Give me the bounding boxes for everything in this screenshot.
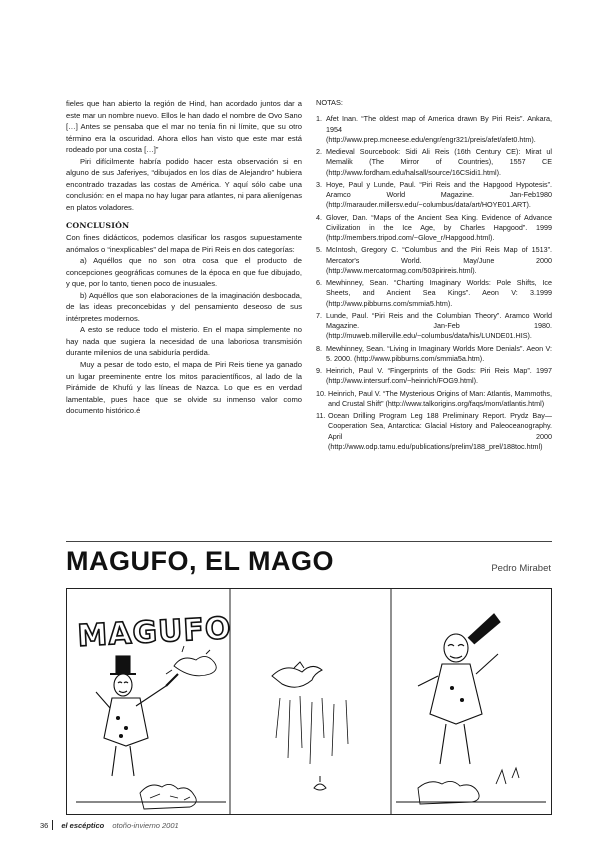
note-item <box>316 311 552 342</box>
note-text: McIntosh, Gregory C. “Columbus and the Piri Reis Map of 1513”. Mercator's World. May/June 2000 (http://www.mercatormag.com/503pirireis.html). <box>326 245 552 275</box>
note-item <box>316 147 552 178</box>
rock-pile <box>396 768 546 804</box>
note-text: Lunde, Paul. “Piri Reis and the Columbian Theory”. Aramco World Magazine. Jan-Feb 1980. (http://muweb.millerville.edu/~columbus/data/his/LUNDE01.HIS). <box>326 310 552 341</box>
magician-figure <box>96 656 178 776</box>
note-item <box>316 245 552 276</box>
article-paragraph: a) Aquéllos que no son otra cosa que el producto de concepciones geográficas comunes de la época en que fue dibujado, y que, por lo tanto, tienen poco de inusuales. <box>66 256 302 289</box>
conclusion-heading: CONCLUSIÓN <box>66 221 130 231</box>
note-number: 10. <box>316 388 326 398</box>
note-number: 9. <box>316 366 322 375</box>
note-number: 5. <box>316 245 322 255</box>
article-paragraph: Piri difícilmente habría podido hacer esta observación si en alguno de sus Jaferiyes, “dibujados en los días de Alejandro” hubiera encontrado trazadas las costas de América. Y aquí sólo cabe una conclusión: en el mapa no hay lugar para atlantes, ni para alienígenas en platos voladores. <box>66 156 302 212</box>
note-text: Medieval Sourcebook: Sidi Ali Reis (16th Century CE): Mirat ul Memalik (The Mirror of Countries), 1557 CE (http://www.fordham.edu/halsall/source/16CSidi1.html). <box>326 147 552 177</box>
note-number: 6. <box>316 278 322 287</box>
magazine-brand: el escéptico <box>61 821 105 830</box>
note-number: 1. <box>316 114 322 124</box>
notes-column <box>316 98 552 454</box>
comic-title-lettering: MAGUFO <box>76 610 233 654</box>
note-item <box>316 213 552 244</box>
article-paragraph: Muy a pesar de todo esto, el mapa de Piri Reis tiene ya ganado un lugar preeminente entre los mitos paracientíficos, al lado de la Pirámide de Khufú y las líneas de Nazca. Lo que es en verdad lamentable, pues hace que se olvide su inmenso valor como documento histórico.é <box>66 359 302 416</box>
article-paragraph: b) Aquéllos que son elaboraciones de la imaginación desbocada, de las ideas preconcebidas y del pensamiento deseoso de sus intérpretes modernos. <box>66 290 302 323</box>
notes-title: NOTAS: <box>316 98 343 107</box>
note-number: 8. <box>316 343 322 353</box>
note-text: Heinrich, Paul V. “The Mysterious Origins of Man: Atlantis, Mammoths, and Crustal Shift” (http://www.talkorigins.org/faqs/mom/atlantis.html) <box>328 388 552 408</box>
note-text: Mewhinney, Sean. “Living in Imaginary Worlds More Denials”. Aeon V: 5. 2000. (http://www.pibburns.com/smmia5a.htm). <box>326 343 552 363</box>
magic-cloud <box>166 646 216 676</box>
note-text: Ocean Drilling Program Leg 188 Preliminary Report. Prydz Bay—Cooperation Sea, Antarctica: Glacial History and Paleoceanography. April 2000 (http://www.odp.tamu.edu/publications/prelim/188_prel/188toc.html) <box>328 411 552 451</box>
comic-strip <box>66 588 552 816</box>
note-item <box>316 344 552 365</box>
notes-list <box>316 114 552 452</box>
article-paragraph: A esto se reduce todo el misterio. En el mapa simplemente no hay nada que sugiera la necesidad de una laboriosa transmisión durante milenios de una sabiduría perdida. <box>66 325 302 358</box>
note-number: 7. <box>316 310 322 320</box>
falling-streaks <box>276 696 348 764</box>
note-item <box>316 278 552 309</box>
note-number: 3. <box>316 179 322 189</box>
rock-pile <box>76 784 226 809</box>
page-number: 36 <box>40 821 49 830</box>
article-column <box>66 98 302 417</box>
note-item <box>316 389 552 410</box>
note-text: Mewhinney, Sean. “Charting Imaginary Worlds: Pole Shifts, Ice Sheets, and Ancient Sea Kings”. Aeon V: 3.1999 (http://www.pibburns.com/smmia5.htm). <box>326 278 552 308</box>
issue-label: otoño-invierno 2001 <box>112 821 179 830</box>
note-item <box>316 366 552 387</box>
page-footer <box>40 820 179 830</box>
comic-illustration <box>66 588 552 816</box>
note-text: Afet Inan. “The oldest map of America drawn By Piri Reis”. Ankara, 1954 (http://www.prep.mcneese.edu/engr/engr321/preis/afet/afet0.htm). <box>326 114 552 144</box>
comic-author: Pedro Mirabet <box>491 563 551 574</box>
note-item <box>316 180 552 211</box>
note-item <box>316 411 552 452</box>
article-paragraph: fieles que han abierto la región de Hind, han acordado juntos dar a este mar un nombre nuevo. Ellos le han dado el nombre de Ovo Sano […] Antes se pensaba que el mar no tenía fin ni límite, que su otro término era la oscuridad. Ahora ellos han visto que este mar está rodeado por una costa […]” <box>66 99 302 155</box>
note-item <box>316 114 552 145</box>
magician-figure-reaction <box>418 614 500 764</box>
dove-figure <box>272 662 322 687</box>
section-divider <box>66 541 552 542</box>
note-number: 4. <box>316 212 322 222</box>
comic-headline: MAGUFO, EL MAGO <box>66 546 334 576</box>
footer-divider <box>52 820 53 830</box>
note-number: 11. <box>316 411 326 420</box>
note-text: Glover, Dan. “Maps of the Ancient Sea King. Evidence of Advance Civilization in the Ice Age, by Charles Hapgood”. 1999 (http://members.tripod.com/~Glove_r/Hapgood.html). <box>326 212 552 242</box>
note-text: Hoye, Paul y Lunde, Paul. “Piri Reis and the Hapgood Hypotesis”. Aramco World Magazine. Jan-Feb1980 (http://marauder.millersv.edu/~columbus/data/art/HOYE01.ART). <box>326 179 552 210</box>
note-text: Heinrich, Paul V. “Fingerprints of the Gods: Piri Reis Map”. 1997 (http://www.intersurf.com/~heinrich/FOG9.html). <box>326 366 552 386</box>
note-number: 2. <box>316 147 322 156</box>
small-creature <box>314 776 326 790</box>
article-paragraph: Con fines didácticos, podemos clasificar los rasgos supuestamente anómalos o “inexplicables” del mapa de Piri Reis en dos categorías: <box>66 232 302 254</box>
